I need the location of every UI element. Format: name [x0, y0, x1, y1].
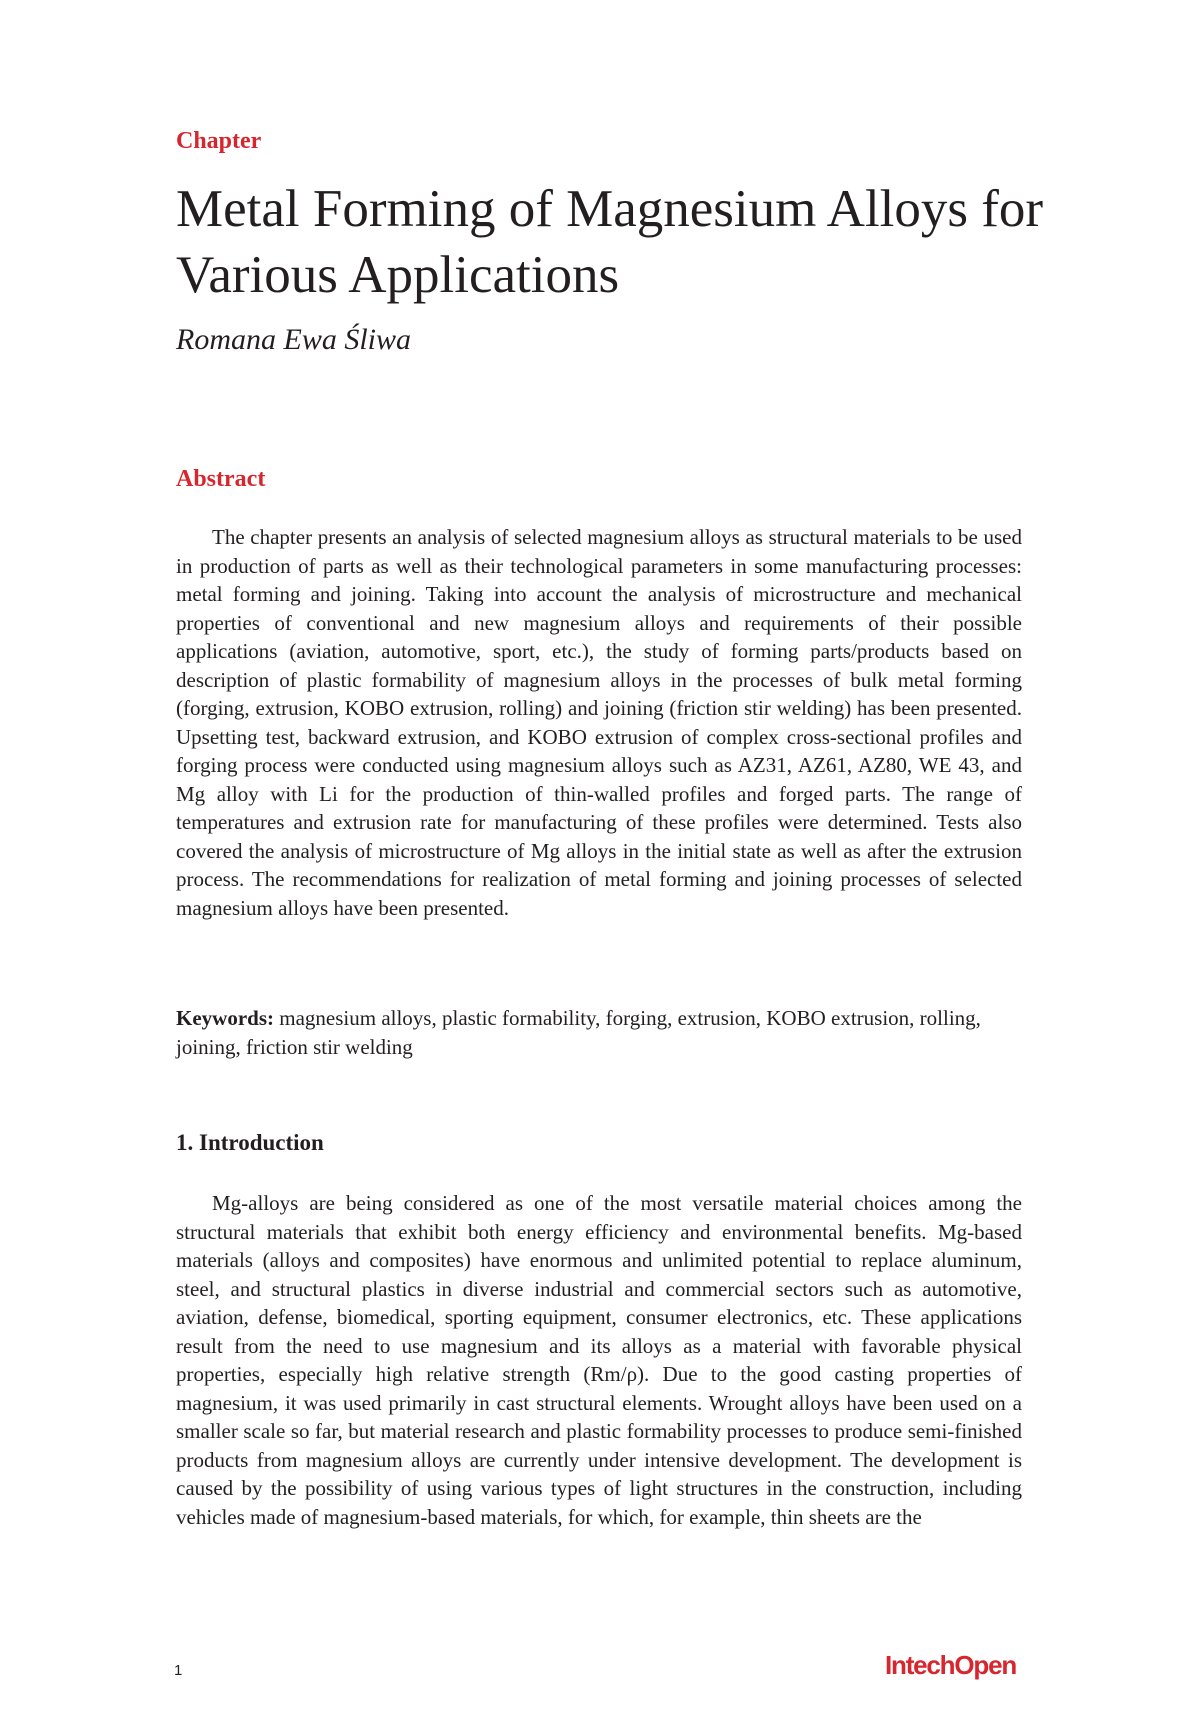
introduction-text: Mg-alloys are being considered as one of the most versatile material choices among the structural materials that exhibit both energy efficiency and environmental benefits. Mg-based materials (alloys and composites) have enormous and unlimited potential to replace aluminum, steel, and structural plastics in diverse industrial and commercial sectors such as automotive, aviation, defense, biomedical, sporting equipment, consumer electronics, etc. These applications result from the need to use magnesium and its alloys as a material with favorable physical properties, especially high relative strength (Rm/ρ). Due to the good casting properties of magnesium, it was used primarily in cast structural elements. Wrought alloys have been used on a smaller scale so far, but material research and plastic formability processes to produce semi-finished products from magnesium alloys are currently under intensive development. The development is caused by the possibility of using various types of light structures in the construction, including vehicles made of magnesium-based materials, for which, for example, thin sheets are the	[176, 1191, 1022, 1529]
abstract-heading: Abstract	[176, 466, 266, 492]
author-name: Romana Ewa Śliwa	[176, 323, 412, 356]
page-title: Metal Forming of Magnesium Alloys for Various Applications	[176, 180, 1044, 304]
keywords-text: magnesium alloys, plastic formability, forging, extrusion, KOBO extrusion, rolling, joining, friction stir welding	[176, 1006, 981, 1059]
keywords	[176, 1004, 1022, 1061]
chapter-label: Chapter	[176, 128, 262, 154]
publisher-logo: IntechOpen	[885, 1650, 1017, 1680]
page-number: 1	[174, 1662, 183, 1679]
abstract-text: The chapter presents an analysis of selected magnesium alloys as structural materials to be used in production of parts as well as their technological parameters in some manufacturing processes: metal forming and joining. Taking into account the analysis of microstructure and mechanical properties of conventional and new magnesium alloys and requirements of their possible applications (aviation, automotive, sport, etc.), the study of forming parts/products based on description of plastic formability of magnesium alloys in the processes of bulk metal forming (forging, extrusion, KOBO extrusion, rolling) and joining (friction stir welding) has been presented. Upsetting test, backward extrusion, and KOBO extrusion of complex cross-sectional profiles and forging process were conducted using magnesium alloys such as AZ31, AZ61, AZ80, WE 43, and Mg alloy with Li for the production of thin-walled profiles and forged parts. The range of temperatures and extrusion rate for manufacturing of these profiles were determined. Tests also covered the analysis of microstructure of Mg alloys in the initial state as well as after the extrusion process. The recommendations for realization of metal forming and joining processes of selected magnesium alloys have been presented.	[176, 525, 1022, 920]
section-heading-introduction: 1. Introduction	[176, 1130, 324, 1155]
keywords-label: Keywords:	[176, 1006, 274, 1030]
